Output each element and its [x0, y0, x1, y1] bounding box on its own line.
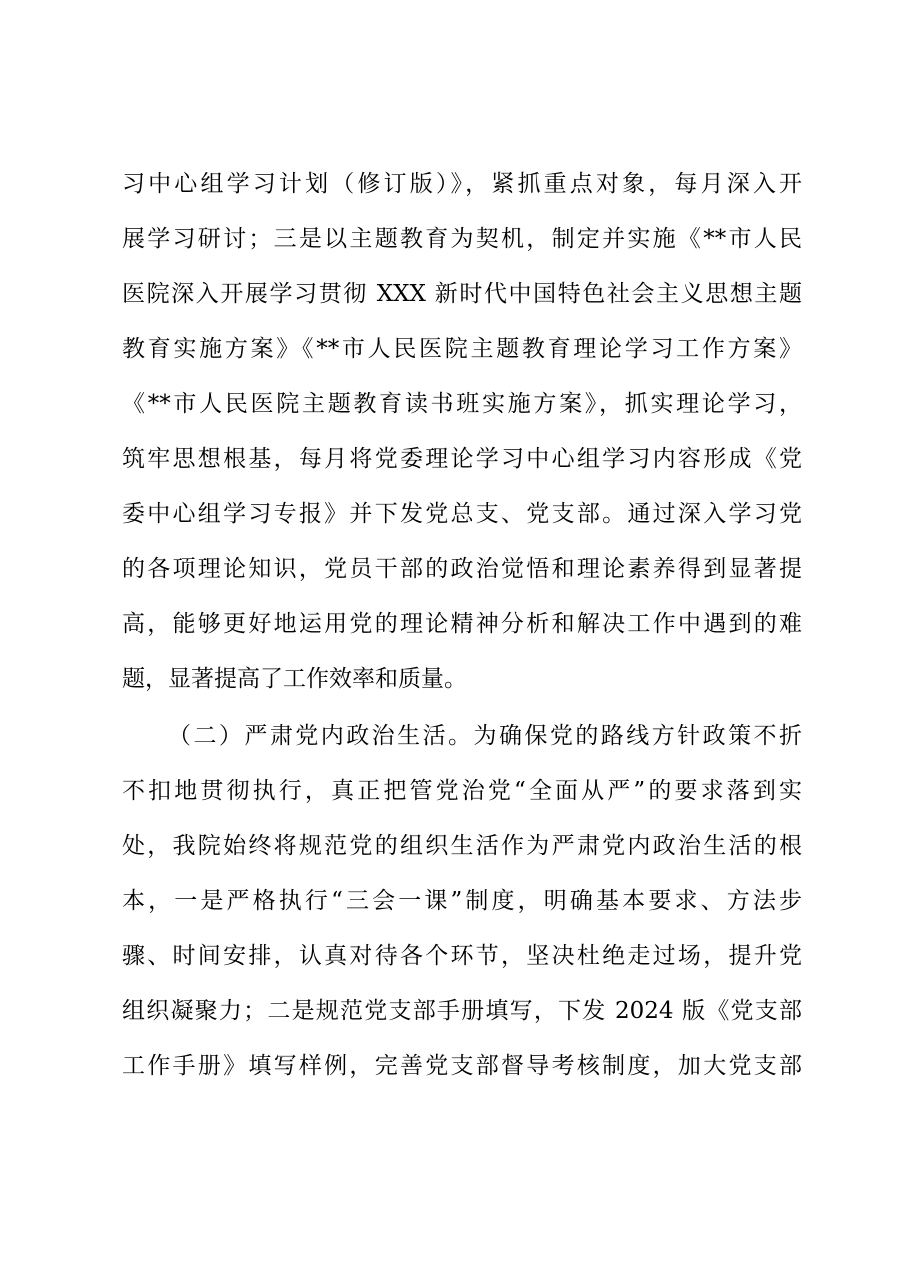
text-line: 《**市人民医院主题教育读书班实施方案》，抓实理论学习，: [122, 391, 802, 417]
text-line: 的各项理论知识，党员干部的政治觉悟和理论素养得到显著提: [122, 556, 802, 582]
text-line: 习中心组学习计划（修订版）》，紧抓重点对象，每月深入开: [122, 171, 802, 197]
section-heading-line: （二）严肃党内政治生活。为确保党的路线方针政策不折: [168, 723, 802, 749]
text-line: 医院深入开展学习贯彻 XXX 新时代中国特色社会主义思想主题: [122, 281, 802, 307]
text-line: 不扣地贯彻执行，真正把管党治党“全面从严”的要求落到实: [122, 778, 802, 804]
text-line: 展学习研讨；三是以主题教育为契机，制定并实施《**市人民: [122, 226, 802, 252]
text-line: 高，能够更好地运用党的理论精神分析和解决工作中遇到的难: [122, 611, 802, 637]
text-line: 处，我院始终将规范党的组织生活作为严肃党内政治生活的根: [122, 833, 802, 859]
text-line: 本，一是严格执行“三会一课”制度，明确基本要求、方法步: [122, 888, 802, 914]
text-line: 筑牢思想根基，每月将党委理论学习中心组学习内容形成《党: [122, 446, 802, 472]
paragraph-end-line: 题，显著提高了工作效率和质量。: [122, 666, 467, 692]
text-line: 教育实施方案》《**市人民医院主题教育理论学习工作方案》: [122, 336, 802, 362]
text-line: 工作手册》填写样例，完善党支部督导考核制度，加大党支部: [122, 1053, 802, 1079]
text-line: 组织凝聚力；二是规范党支部手册填写，下发 2024 版《党支部: [122, 998, 802, 1024]
text-line: 骤、时间安排，认真对待各个环节，坚决杜绝走过场，提升党: [122, 943, 802, 969]
text-line: 委中心组学习专报》并下发党总支、党支部。通过深入学习党: [122, 501, 802, 527]
